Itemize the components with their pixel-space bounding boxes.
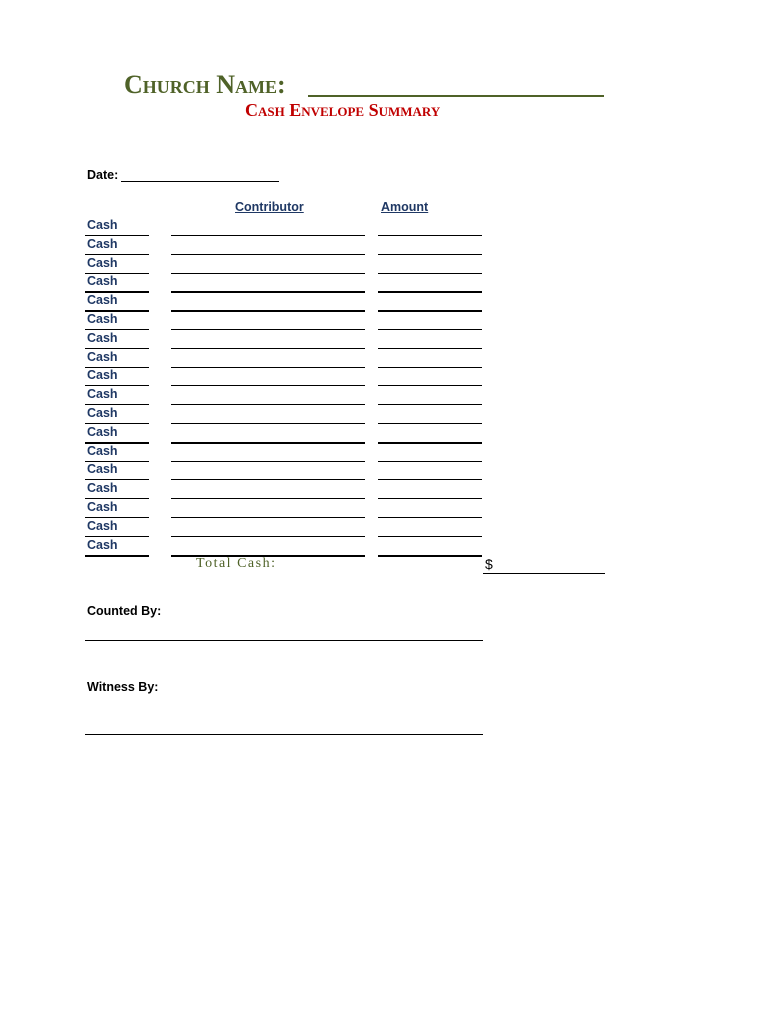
amount-field[interactable] [378,310,482,312]
cash-row-label: Cash [87,368,118,383]
amount-field[interactable] [378,498,482,499]
contributor-field[interactable] [171,329,365,330]
contributor-field[interactable] [171,479,365,480]
contributor-field[interactable] [171,291,365,293]
witness-by-label: Witness By: [87,680,159,694]
cash-row-label: Cash [87,274,118,289]
cash-row-label: Cash [87,349,118,364]
witness-by-signature-field[interactable] [85,734,483,735]
church-name-label: Church Name: [124,70,286,99]
contributor-field[interactable] [171,404,365,405]
contributor-field[interactable] [171,348,365,349]
contributor-field[interactable] [171,423,365,424]
amount-field[interactable] [378,555,482,557]
cash-row-label: Cash [87,443,118,458]
amount-field[interactable] [378,536,482,537]
amount-field[interactable] [378,329,482,330]
church-name-field[interactable] [308,95,604,97]
amount-field[interactable] [378,291,482,293]
total-cash-label: Total Cash: [196,556,277,571]
date-label: Date: [87,168,119,182]
amount-field[interactable] [378,273,482,274]
contributor-field[interactable] [171,536,365,537]
amount-field[interactable] [378,423,482,424]
contributor-field[interactable] [171,235,365,236]
contributor-field[interactable] [171,310,365,312]
cash-row-label: Cash [87,462,118,477]
counted-by-signature-field[interactable] [85,640,483,641]
contributor-field[interactable] [171,442,365,444]
contributor-field[interactable] [171,273,365,274]
amount-field[interactable] [378,479,482,480]
cash-row-label: Cash [87,500,118,514]
contributor-field[interactable] [171,498,365,499]
amount-column-header: Amount [381,200,429,214]
cash-row-label: Cash [87,424,118,439]
amount-field[interactable] [378,235,482,236]
page-subtitle: Cash Envelope Summary [245,100,441,120]
cash-row-label: Cash [87,218,118,232]
amount-field[interactable] [378,442,482,444]
date-field[interactable] [121,181,279,182]
cash-row-underline [85,555,149,557]
contributor-field[interactable] [171,254,365,255]
amount-field[interactable] [378,367,482,368]
total-cash-field[interactable] [483,573,605,574]
contributor-field[interactable] [171,367,365,368]
amount-field[interactable] [378,517,482,518]
cash-row-label: Cash [87,406,118,420]
cash-row-label: Cash [87,518,118,533]
cash-row-label: Cash [87,537,118,552]
cash-row-label: Cash [87,293,118,308]
contributor-field[interactable] [171,461,365,462]
cash-row-label: Cash [87,255,118,270]
cash-row-label: Cash [87,481,118,496]
amount-field[interactable] [378,385,482,386]
cash-row-label: Cash [87,330,118,345]
cash-row-label: Cash [87,236,118,251]
amount-field[interactable] [378,461,482,462]
currency-symbol: $ [485,556,493,572]
amount-field[interactable] [378,348,482,349]
counted-by-label: Counted By: [87,604,162,618]
cash-row-label: Cash [87,312,118,326]
contributor-field[interactable] [171,517,365,518]
contributor-column-header: Contributor [235,200,304,214]
amount-field[interactable] [378,404,482,405]
contributor-field[interactable] [171,385,365,386]
amount-field[interactable] [378,254,482,255]
cash-row-label: Cash [87,387,118,402]
